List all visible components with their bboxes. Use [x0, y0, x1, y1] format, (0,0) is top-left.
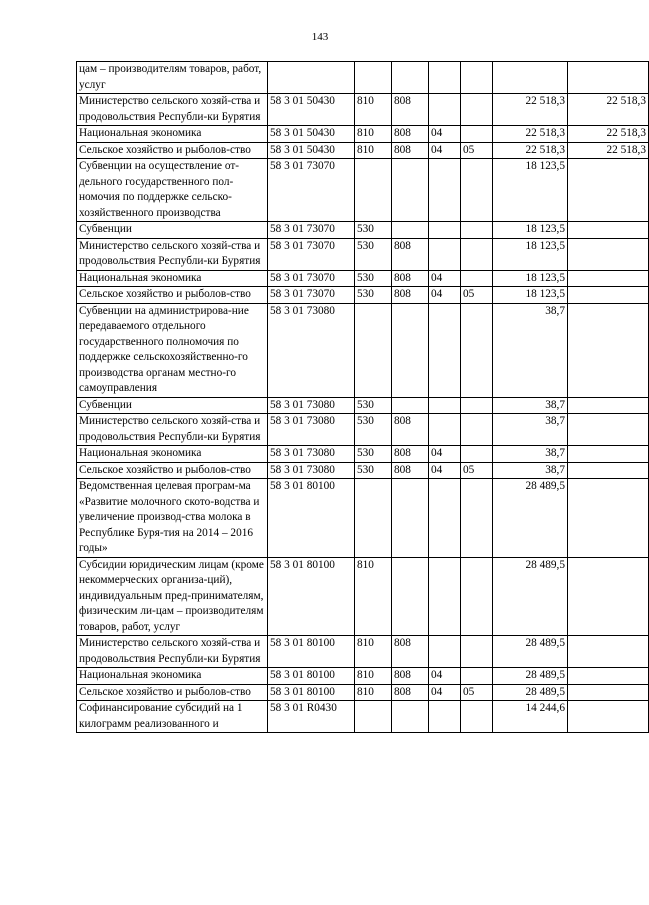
row-vr-cell: 530 [355, 446, 392, 463]
row-sum1-cell: 28 489,5 [493, 557, 568, 636]
row-pr-cell [461, 701, 493, 733]
page-number: 143 [311, 31, 329, 43]
table-row [77, 142, 649, 159]
row-gr-cell: 808 [392, 94, 429, 126]
row-code-cell: 58 3 01 80100 [268, 479, 355, 558]
row-code-cell: 58 3 01 73070 [268, 222, 355, 239]
row-sum1-cell: 38,7 [493, 462, 568, 479]
row-sum2-cell: 22 518,3 [568, 142, 649, 159]
row-pr-cell: 05 [461, 684, 493, 701]
row-sum2-cell [568, 462, 649, 479]
row-vr-cell: 530 [355, 397, 392, 414]
row-vr-cell [355, 303, 392, 397]
row-vr-cell: 810 [355, 557, 392, 636]
row-gr-cell: 808 [392, 684, 429, 701]
row-sum1-cell: 18 123,5 [493, 159, 568, 222]
row-name-cell: Национальная экономика [77, 446, 268, 463]
table-row [77, 479, 649, 558]
table-row [77, 287, 649, 304]
row-gr-cell: 808 [392, 287, 429, 304]
row-vr-cell: 810 [355, 94, 392, 126]
row-sum2-cell [568, 287, 649, 304]
row-vr-cell: 810 [355, 142, 392, 159]
row-rz-cell: 04 [429, 462, 461, 479]
row-rz-cell: 04 [429, 668, 461, 685]
table-row [77, 222, 649, 239]
row-gr-cell: 808 [392, 636, 429, 668]
row-vr-cell [355, 62, 392, 94]
row-code-cell: 58 3 01 73080 [268, 462, 355, 479]
table-row [77, 701, 649, 733]
row-vr-cell: 530 [355, 414, 392, 446]
row-sum2-cell: 22 518,3 [568, 94, 649, 126]
row-name-cell: цам – производителям товаров, работ, услуг [77, 62, 268, 94]
row-rz-cell [429, 94, 461, 126]
row-pr-cell [461, 446, 493, 463]
table-row [77, 446, 649, 463]
row-code-cell: 58 3 01 73070 [268, 159, 355, 222]
row-sum1-cell: 38,7 [493, 303, 568, 397]
row-code-cell: 58 3 01 50430 [268, 94, 355, 126]
row-vr-cell [355, 159, 392, 222]
row-rz-cell [429, 701, 461, 733]
row-sum1-cell: 38,7 [493, 397, 568, 414]
row-code-cell: 58 3 01 80100 [268, 636, 355, 668]
row-gr-cell: 808 [392, 238, 429, 270]
row-name-cell: Субсидии юридическим лицам (кроме некоммерческих организа-ций), индивидуальным пред-принимателям, физическим ли-цам – производителям товаров, работ, услуг [77, 557, 268, 636]
row-name-cell: Субвенции [77, 222, 268, 239]
row-sum1-cell: 28 489,5 [493, 668, 568, 685]
row-gr-cell [392, 557, 429, 636]
row-sum1-cell [493, 62, 568, 94]
row-rz-cell [429, 159, 461, 222]
table-row [77, 397, 649, 414]
row-gr-cell [392, 701, 429, 733]
row-code-cell: 58 3 01 73070 [268, 287, 355, 304]
row-vr-cell: 530 [355, 238, 392, 270]
row-vr-cell [355, 701, 392, 733]
row-code-cell: 58 3 01 80100 [268, 668, 355, 685]
row-name-cell: Сельское хозяйство и рыболов-ство [77, 142, 268, 159]
row-name-cell: Сельское хозяйство и рыболов-ство [77, 684, 268, 701]
row-pr-cell [461, 159, 493, 222]
row-code-cell: 58 3 01 73080 [268, 303, 355, 397]
row-gr-cell: 808 [392, 446, 429, 463]
row-sum1-cell: 28 489,5 [493, 684, 568, 701]
table-row [77, 270, 649, 287]
row-sum2-cell [568, 414, 649, 446]
table-row [77, 94, 649, 126]
row-pr-cell [461, 238, 493, 270]
row-code-cell: 58 3 01 73070 [268, 270, 355, 287]
row-sum2-cell [568, 684, 649, 701]
row-sum1-cell: 18 123,5 [493, 238, 568, 270]
row-pr-cell [461, 636, 493, 668]
row-name-cell: Ведомственная целевая програм-ма «Развитие молочного ското-водства и увеличение производ-ства молока в Республике Буря-тия на 2014 – 2016 годы» [77, 479, 268, 558]
row-name-cell: Субвенции на администрирова-ние передаваемого отдельного государственного полномочия по поддержке сельскохозяйственно-го производства органам местно-го самоуправления [77, 303, 268, 397]
row-name-cell: Национальная экономика [77, 270, 268, 287]
row-name-cell: Сельское хозяйство и рыболов-ство [77, 287, 268, 304]
row-sum1-cell: 38,7 [493, 414, 568, 446]
table-row [77, 684, 649, 701]
row-sum2-cell [568, 701, 649, 733]
row-vr-cell: 530 [355, 270, 392, 287]
row-sum1-cell: 38,7 [493, 446, 568, 463]
row-pr-cell [461, 479, 493, 558]
row-vr-cell: 530 [355, 222, 392, 239]
row-sum2-cell [568, 222, 649, 239]
row-gr-cell: 808 [392, 462, 429, 479]
row-sum1-cell: 22 518,3 [493, 126, 568, 143]
row-code-cell: 58 3 01 50430 [268, 142, 355, 159]
table-row [77, 414, 649, 446]
row-gr-cell: 808 [392, 668, 429, 685]
row-sum1-cell: 18 123,5 [493, 222, 568, 239]
row-sum2-cell [568, 270, 649, 287]
row-rz-cell [429, 222, 461, 239]
row-rz-cell: 04 [429, 270, 461, 287]
row-sum1-cell: 18 123,5 [493, 270, 568, 287]
row-code-cell: 58 3 01 73070 [268, 238, 355, 270]
row-rz-cell: 04 [429, 287, 461, 304]
row-code-cell: 58 3 01 73080 [268, 414, 355, 446]
row-sum2-cell [568, 636, 649, 668]
row-gr-cell: 808 [392, 270, 429, 287]
row-name-cell: Национальная экономика [77, 126, 268, 143]
row-rz-cell [429, 303, 461, 397]
row-name-cell: Субвенции на осуществление от-дельного государственного пол-номочия по поддержке сельско-хозяйственного производства [77, 159, 268, 222]
row-gr-cell [392, 62, 429, 94]
row-name-cell: Субвенции [77, 397, 268, 414]
row-pr-cell [461, 414, 493, 446]
row-gr-cell [392, 303, 429, 397]
row-code-cell [268, 62, 355, 94]
row-pr-cell: 05 [461, 142, 493, 159]
row-rz-cell [429, 238, 461, 270]
row-name-cell: Министерство сельского хозяй-ства и продовольствия Республи-ки Бурятия [77, 238, 268, 270]
row-rz-cell [429, 397, 461, 414]
table-row [77, 668, 649, 685]
row-sum1-cell: 18 123,5 [493, 287, 568, 304]
row-name-cell: Софинансирование субсидий на 1 килограмм реализованного и [77, 701, 268, 733]
row-pr-cell [461, 557, 493, 636]
table-row [77, 62, 649, 94]
row-vr-cell: 530 [355, 287, 392, 304]
row-sum2-cell [568, 668, 649, 685]
row-pr-cell [461, 126, 493, 143]
row-vr-cell [355, 479, 392, 558]
row-gr-cell [392, 397, 429, 414]
table-row [77, 557, 649, 636]
row-rz-cell: 04 [429, 126, 461, 143]
row-sum2-cell [568, 62, 649, 94]
row-name-cell: Сельское хозяйство и рыболов-ство [77, 462, 268, 479]
row-rz-cell: 04 [429, 142, 461, 159]
row-sum2-cell [568, 557, 649, 636]
row-code-cell: 58 3 01 73080 [268, 397, 355, 414]
row-pr-cell: 05 [461, 462, 493, 479]
row-rz-cell: 04 [429, 684, 461, 701]
row-pr-cell: 05 [461, 287, 493, 304]
row-vr-cell: 530 [355, 462, 392, 479]
row-sum1-cell: 22 518,3 [493, 94, 568, 126]
row-code-cell: 58 3 01 80100 [268, 557, 355, 636]
row-rz-cell: 04 [429, 446, 461, 463]
row-code-cell: 58 3 01 73080 [268, 446, 355, 463]
row-name-cell: Министерство сельского хозяй-ства и продовольствия Республи-ки Бурятия [77, 414, 268, 446]
row-code-cell: 58 3 01 50430 [268, 126, 355, 143]
table-row [77, 238, 649, 270]
row-rz-cell [429, 414, 461, 446]
row-name-cell: Министерство сельского хозяй-ства и продовольствия Республи-ки Бурятия [77, 636, 268, 668]
table-row [77, 636, 649, 668]
row-code-cell: 58 3 01 R0430 [268, 701, 355, 733]
row-rz-cell [429, 636, 461, 668]
table-row [77, 159, 649, 222]
row-pr-cell [461, 397, 493, 414]
row-code-cell: 58 3 01 80100 [268, 684, 355, 701]
row-gr-cell [392, 222, 429, 239]
row-pr-cell [461, 62, 493, 94]
row-vr-cell: 810 [355, 684, 392, 701]
row-pr-cell [461, 270, 493, 287]
row-name-cell: Национальная экономика [77, 668, 268, 685]
row-sum2-cell [568, 397, 649, 414]
row-pr-cell [461, 94, 493, 126]
row-rz-cell [429, 62, 461, 94]
row-sum2-cell [568, 238, 649, 270]
row-sum1-cell: 14 244,6 [493, 701, 568, 733]
table-row [77, 462, 649, 479]
row-sum1-cell: 28 489,5 [493, 636, 568, 668]
row-gr-cell: 808 [392, 142, 429, 159]
row-vr-cell: 810 [355, 126, 392, 143]
row-sum1-cell: 28 489,5 [493, 479, 568, 558]
row-vr-cell: 810 [355, 668, 392, 685]
row-sum2-cell [568, 303, 649, 397]
row-sum2-cell: 22 518,3 [568, 126, 649, 143]
row-gr-cell [392, 159, 429, 222]
row-gr-cell [392, 479, 429, 558]
row-sum2-cell [568, 159, 649, 222]
row-rz-cell [429, 479, 461, 558]
row-vr-cell: 810 [355, 636, 392, 668]
row-name-cell: Министерство сельского хозяй-ства и продовольствия Республи-ки Бурятия [77, 94, 268, 126]
row-pr-cell [461, 668, 493, 685]
row-rz-cell [429, 557, 461, 636]
row-gr-cell: 808 [392, 126, 429, 143]
row-sum2-cell [568, 479, 649, 558]
row-gr-cell: 808 [392, 414, 429, 446]
budget-table-body [77, 62, 649, 733]
table-row [77, 126, 649, 143]
row-sum1-cell: 22 518,3 [493, 142, 568, 159]
row-pr-cell [461, 222, 493, 239]
table-row [77, 303, 649, 397]
budget-table [76, 61, 649, 733]
row-sum2-cell [568, 446, 649, 463]
row-pr-cell [461, 303, 493, 397]
